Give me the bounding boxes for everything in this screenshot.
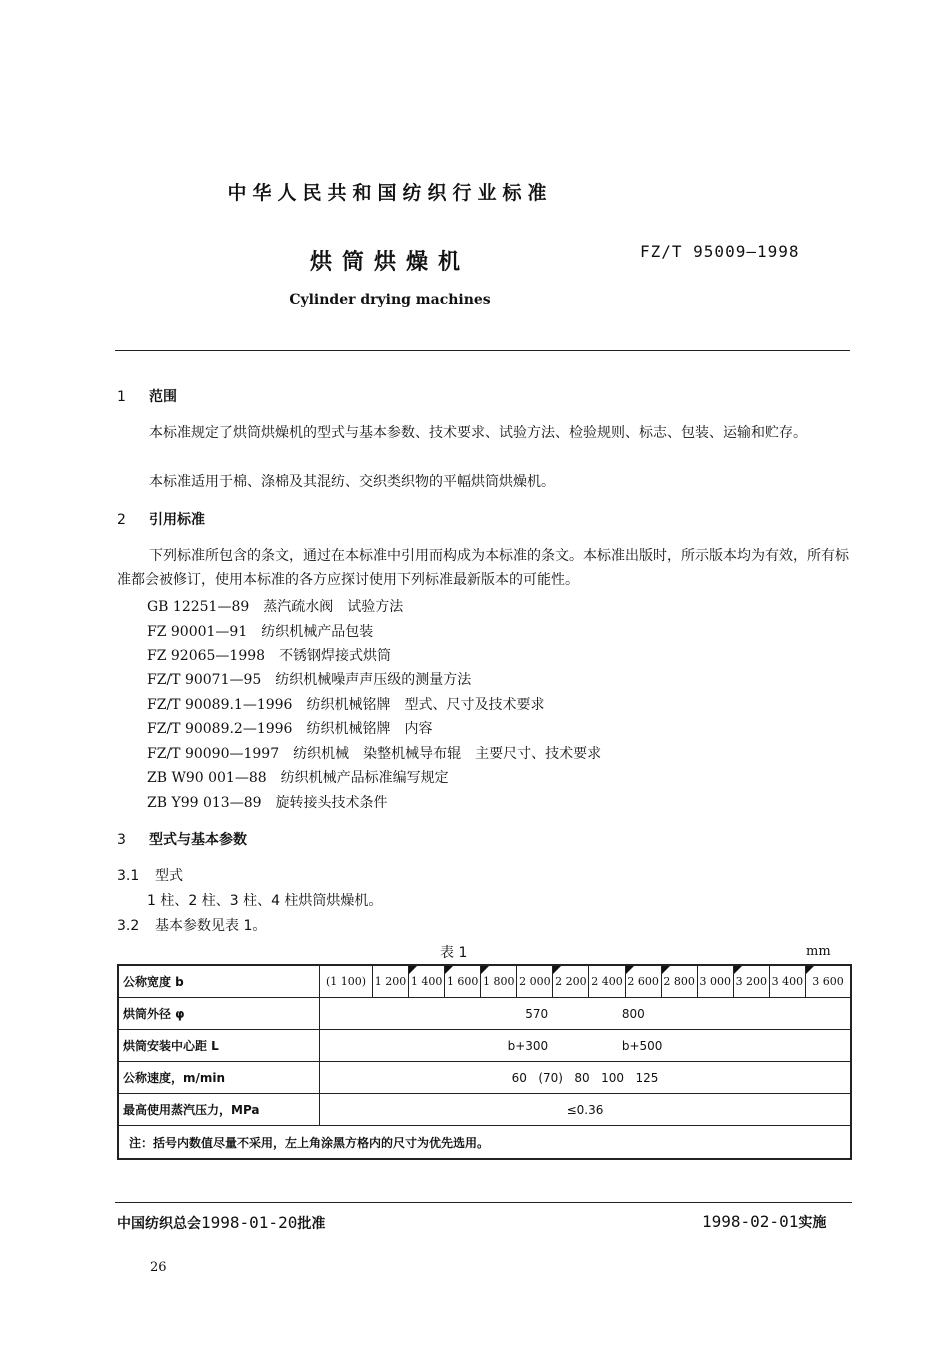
width-cell: 1 200 — [373, 965, 409, 998]
section-number: 3 — [117, 832, 126, 848]
row-label: 烘筒外径 φ — [118, 998, 320, 1030]
approval-org: 中国纺织总会 — [117, 1216, 201, 1232]
effective-date: 1998-02-01 — [702, 1212, 799, 1231]
section-3-heading — [117, 829, 247, 849]
subsection-3-1-heading — [117, 865, 183, 885]
footer-divider — [115, 1202, 852, 1203]
subsection-number: 3.2 — [117, 918, 140, 934]
table-row — [118, 1030, 851, 1062]
table-row — [118, 1126, 851, 1160]
row-label: 烘筒安装中心距 L — [118, 1030, 320, 1062]
section-title: 范围 — [149, 389, 177, 405]
table-note: 注：括号内数值尽量不采用，左上角涂黑方格内的尺寸为优先选用。 — [118, 1126, 851, 1160]
effective-word: 实施 — [798, 1215, 827, 1231]
row-values — [320, 1030, 852, 1062]
width-cell-preferred: 2 200 — [553, 965, 589, 998]
value: (70) — [538, 1070, 563, 1085]
effective-line — [702, 1212, 826, 1232]
section-1-para-1: 本标准规定了烘筒烘燥机的型式与基本参数、技术要求、试验方法、检验规则、标志、包装、运输和贮存。 — [149, 425, 807, 441]
issuing-organization: 中华人民共和国纺织行业标准 — [227, 182, 553, 204]
value: 800 — [621, 1006, 645, 1021]
reference-name: 纺织机械噪声声压级的测量方法 — [275, 672, 472, 688]
reference-code: ZB Y99 013—89 — [147, 795, 262, 811]
width-cell-preferred: 3 600 — [806, 965, 852, 998]
value: ≤0.36 — [566, 1102, 604, 1117]
reference-name: 纺织机械产品包装 — [261, 624, 374, 640]
row-label: 公称速度，m/min — [118, 1062, 320, 1094]
row-label: 公称宽度 b — [118, 965, 320, 998]
width-cell-preferred: 2 800 — [661, 965, 697, 998]
approval-word: 批准 — [297, 1216, 326, 1232]
value: b+300 — [507, 1038, 549, 1053]
reference-item — [147, 645, 391, 665]
document-title-en: Cylinder drying machines — [289, 292, 491, 308]
width-cell: (1 100) — [320, 965, 373, 998]
value: 60 — [511, 1070, 527, 1085]
reference-item — [147, 792, 388, 812]
section-2-heading — [117, 509, 205, 529]
width-cell: 3 000 — [697, 965, 733, 998]
table-row — [118, 998, 851, 1030]
subsection-title: 型式 — [155, 868, 183, 884]
approval-line — [117, 1213, 325, 1233]
value: b+500 — [621, 1038, 663, 1053]
width-cell-preferred: 1 800 — [481, 965, 517, 998]
reference-item — [147, 669, 471, 689]
document-title-cn: 烘筒烘燥机 — [309, 250, 470, 275]
parameter-table — [117, 964, 852, 1160]
subsection-number: 3.1 — [117, 868, 140, 884]
table-row — [118, 1062, 851, 1094]
value: 100 — [601, 1070, 625, 1085]
reference-item — [147, 694, 544, 714]
subsection-3-1-text: 1 柱、2 柱、3 柱、4 柱烘筒烘燥机。 — [147, 893, 383, 909]
reference-name: 纺织机械 染整机械导布辊 主要尺寸、技术要求 — [293, 746, 602, 762]
row-values — [320, 1062, 852, 1094]
reference-item — [147, 767, 449, 787]
table-row — [118, 965, 851, 998]
section-1-para-2: 本标准适用于棉、涤棉及其混纺、交织类织物的平幅烘筒烘燥机。 — [149, 474, 555, 490]
reference-name: 纺织机械铭牌 型式、尺寸及技术要求 — [306, 697, 545, 713]
subsection-text: 基本参数见表 1。 — [155, 918, 267, 934]
page-number: 26 — [150, 1260, 167, 1275]
width-cell: 2 000 — [517, 965, 553, 998]
section-title: 型式与基本参数 — [149, 832, 247, 848]
width-cell-preferred: 2 600 — [625, 965, 661, 998]
section-2-intro: 下列标准所包含的条文，通过在本标准中引用而构成为本标准的条文。本标准出版时，所示版本均为有效，所有标准都会被修订，使用本标准的各方应探讨使用下列标准最新版本的可能性。 — [117, 548, 849, 588]
reference-name: 不锈钢焊接式烘筒 — [279, 648, 392, 664]
row-label: 最高使用蒸汽压力，MPa — [118, 1094, 320, 1126]
reference-name: 纺织机械铭牌 内容 — [306, 721, 433, 737]
table-row — [118, 1094, 851, 1126]
width-cell-preferred: 1 400 — [409, 965, 445, 998]
section-number: 2 — [117, 512, 126, 528]
reference-name: 蒸汽疏水阀 试验方法 — [263, 599, 404, 615]
reference-code: FZ 90001—91 — [147, 624, 248, 640]
reference-name: 纺织机械产品标准编写规定 — [280, 770, 449, 786]
section-title: 引用标准 — [149, 512, 205, 528]
width-cell-preferred: 1 600 — [445, 965, 481, 998]
reference-item — [147, 596, 403, 616]
section-1-heading — [117, 386, 177, 406]
reference-code: FZ 92065—1998 — [147, 648, 266, 664]
approval-date: 1998-01-20 — [201, 1213, 298, 1232]
reference-code: FZ/T 90090—1997 — [147, 746, 280, 762]
reference-code: ZB W90 001—88 — [147, 770, 267, 786]
row-values — [320, 998, 852, 1030]
reference-code: FZ/T 90071—95 — [147, 672, 262, 688]
reference-name: 旋转接头技术条件 — [275, 795, 388, 811]
standard-number: FZ/T 95009—1998 — [640, 242, 800, 261]
width-cell-preferred: 3 200 — [733, 965, 769, 998]
header-divider — [115, 350, 850, 351]
reference-code: GB 12251—89 — [147, 599, 250, 615]
value: 125 — [635, 1070, 659, 1085]
reference-item — [147, 621, 373, 641]
section-number: 1 — [117, 389, 126, 405]
reference-code: FZ/T 90089.1—1996 — [147, 697, 293, 713]
table-caption: 表 1 — [440, 945, 468, 961]
subsection-3-2-heading — [117, 915, 266, 935]
width-cell: 3 400 — [769, 965, 805, 998]
width-cell: 2 400 — [589, 965, 625, 998]
value: 80 — [574, 1070, 590, 1085]
table-unit: mm — [806, 944, 831, 959]
row-values — [320, 1094, 852, 1126]
reference-code: FZ/T 90089.2—1996 — [147, 721, 293, 737]
reference-item — [147, 743, 601, 763]
value: 570 — [525, 1006, 549, 1021]
reference-item — [147, 718, 432, 738]
